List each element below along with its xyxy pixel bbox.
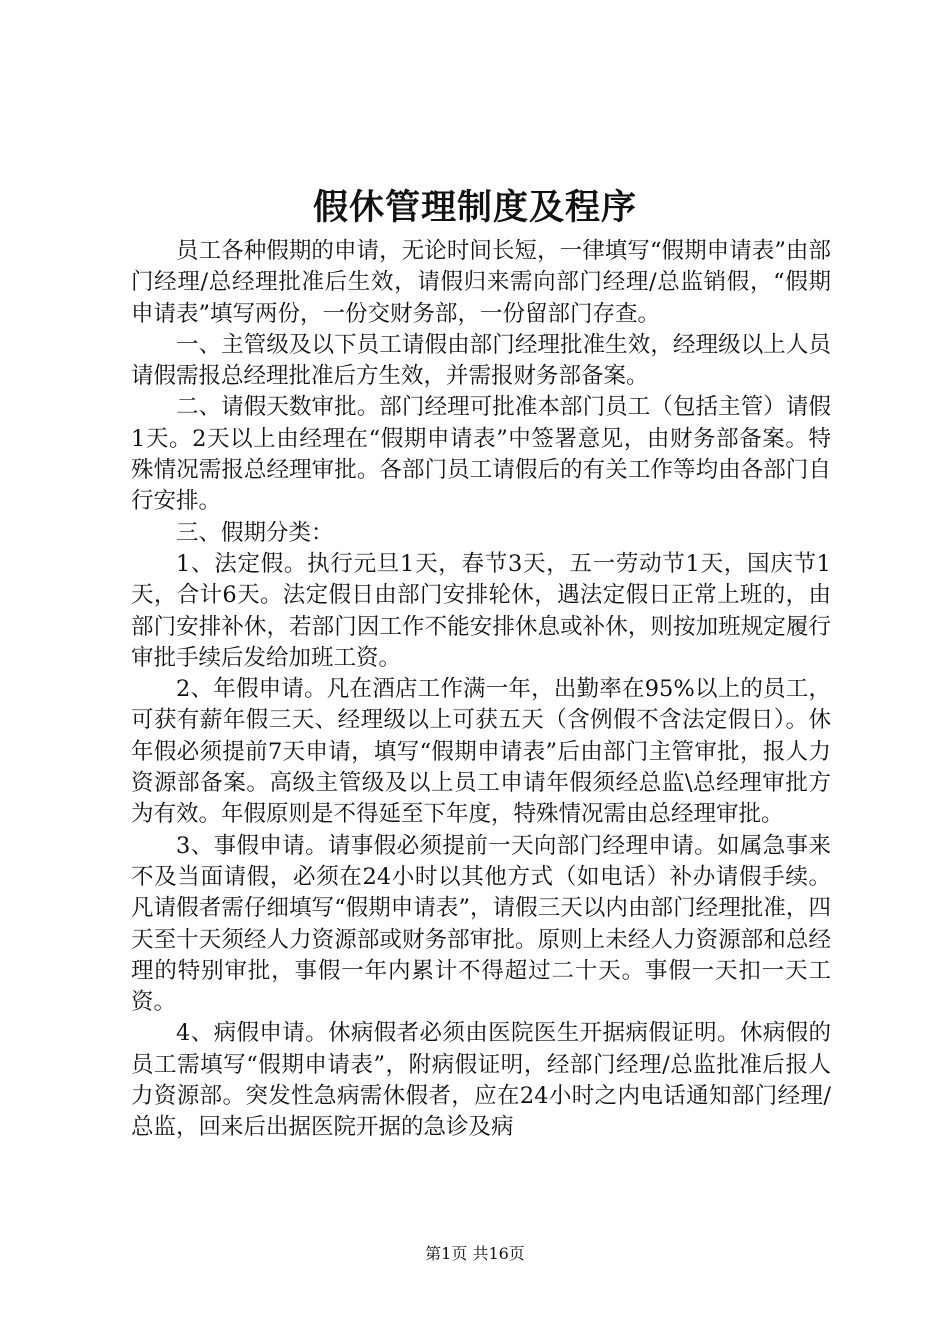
paragraph-section-1: 一、主管级及以下员工请假由部门经理批准生效，经理级以上人员请假需报总经理批准后方生效，并需报财务部备案。	[131, 331, 831, 390]
paragraph-statutory-leave: 1、法定假。执行元旦1天，春节3天，五一劳动节1天，国庆节1天，合计6天。法定假日由部门安排轮休，遇法定假日正常上班的，由部门安排补休，若部门因工作不能安排休息或补休，则按加班规定履行审批手续后发给加班工资。	[131, 550, 831, 671]
paragraph-sick-leave: 4、病假申请。休病假者必须由医院医生开据病假证明。休病假的员工需填写“假期申请表”，附病假证明，经部门经理/总监批准后报人力资源部。突发性急病需休假者，应在24小时之内电话通知部门经理/总监，回来后出据医院开据的急诊及病	[131, 1020, 831, 1141]
paragraph-section-3-heading: 三、假期分类：	[176, 519, 334, 546]
document-body	[131, 236, 831, 1144]
paragraph-personal-leave: 3、事假申请。请事假必须提前一天向部门经理申请。如属急事来不及当面请假，必须在24小时以其他方式（如电话）补办请假手续。凡请假者需仔细填写“假期申请表”，请假三天以内由部门经理批准，四天至十天须经人力资源部或财务部审批。原则上未经人力资源部和总经理的特别审批，事假一年内累计不得超过二十天。事假一天扣一天工资。	[131, 832, 831, 1016]
paragraph-section-2: 二、请假天数审批。部门经理可批准本部门员工（包括主管）请假1天。2天以上由经理在“假期申请表”中签署意见，由财务部备案。特殊情况需报总经理审批。各部门员工请假后的有关工作等均由各部门自行安排。	[131, 394, 831, 515]
paragraph-annual-leave: 2、年假申请。凡在酒店工作满一年，出勤率在95%以上的员工，可获有薪年假三天、经理级以上可获五天（含例假不含法定假日）。休年假必须提前7天申请，填写“假期申请表”后由部门主管审批，报人力资源部备案。高级主管级及以上员工申请年假须经总监\总经理审批方为有效。年假原则是不得延至下年度，特殊情况需由总经理审批。	[131, 676, 831, 828]
page-number-footer: 第1页 共16页	[425, 1244, 525, 1263]
paragraph-intro: 员工各种假期的申请，无论时间长短，一律填写“假期申请表”由部门经理/总经理批准后生效，请假归来需向部门经理/总监销假，“假期申请表”填写两份，一份交财务部，一份留部门存查。	[131, 238, 831, 327]
document-title: 假休管理制度及程序	[312, 187, 637, 228]
